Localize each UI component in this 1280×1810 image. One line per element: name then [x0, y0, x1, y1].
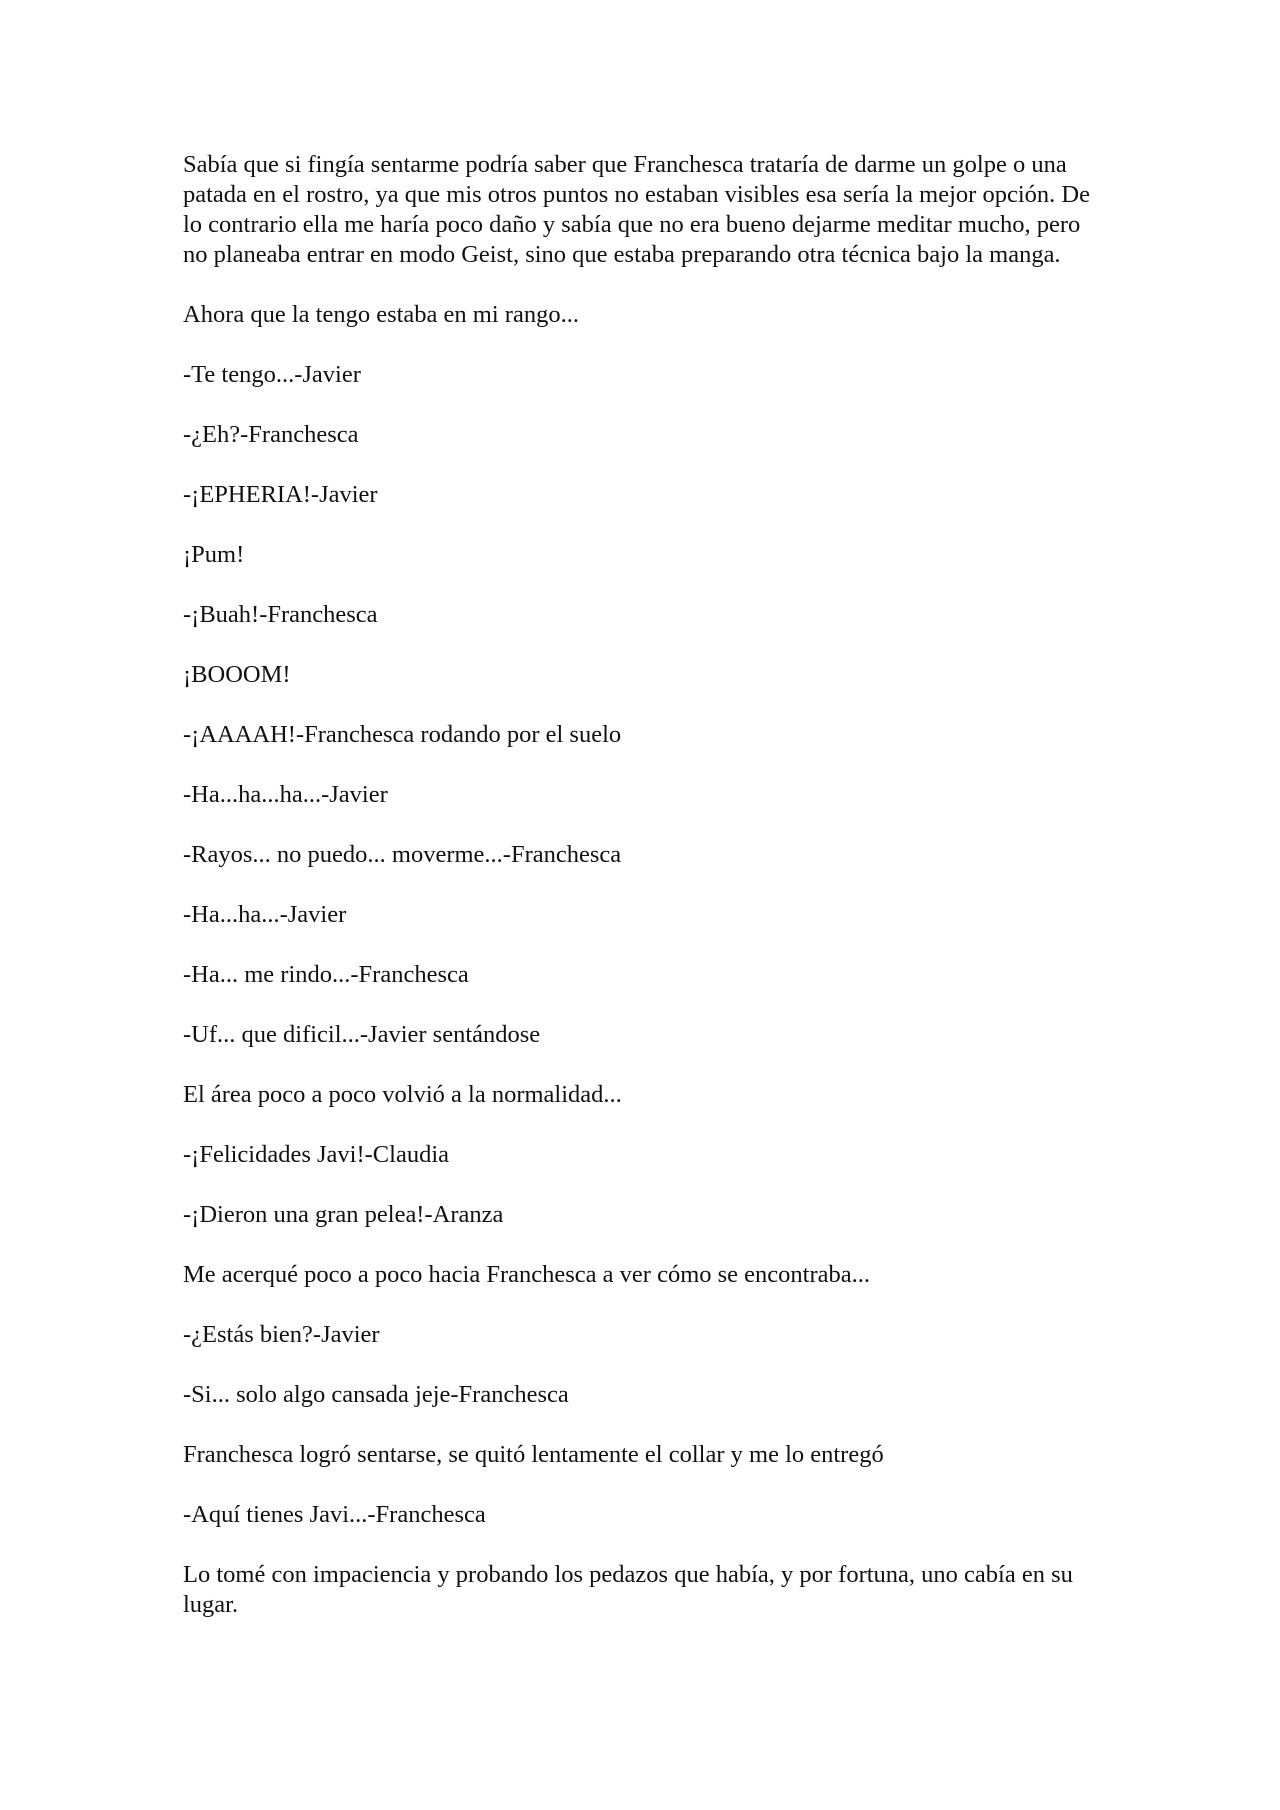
- paragraph-dialogue: -Si... solo algo cansada jeje-Franchesca: [183, 1381, 569, 1408]
- paragraph-sound-effect: ¡BOOOM!: [183, 661, 291, 688]
- paragraph-dialogue: -Ha...ha...ha...-Javier: [183, 781, 388, 808]
- paragraph-narration: Ahora que la tengo estaba en mi rango...: [183, 301, 579, 328]
- paragraph-dialogue: -¡Dieron una gran pelea!-Aranza: [183, 1201, 504, 1228]
- paragraph-narration: Me acerqué poco a poco hacia Franchesca a ver cómo se encontraba...: [183, 1261, 871, 1288]
- document-body: [183, 150, 1103, 1650]
- paragraph-dialogue: -¡AAAAH!-Franchesca rodando por el suelo: [183, 721, 622, 748]
- paragraph-narration: Franchesca logró sentarse, se quitó lentamente el collar y me lo entregó: [183, 1441, 884, 1468]
- paragraph-dialogue: -¡EPHERIA!-Javier: [183, 481, 378, 508]
- paragraph-dialogue: -Uf... que dificil...-Javier sentándose: [183, 1021, 541, 1048]
- paragraph-narration: El área poco a poco volvió a la normalidad...: [183, 1081, 622, 1108]
- paragraph-dialogue: -¿Eh?-Franchesca: [183, 421, 359, 448]
- paragraph-dialogue: -¡Felicidades Javi!-Claudia: [183, 1141, 450, 1168]
- paragraph-narration-opening: Sabía que si fingía sentarme podría saber que Franchesca trataría de darme un golpe o una patada en el rostro, ya que mis otros puntos no estaban visibles esa sería la mejor opción. De lo contrario ella me haría poco daño y sabía que no era bueno dejarme meditar mucho, pero no planeaba entrar en modo Geist, sino que estaba preparando otra técnica bajo la manga.: [183, 151, 1090, 268]
- paragraph-dialogue: -¡Buah!-Franchesca: [183, 601, 378, 628]
- paragraph-dialogue: -Ha...ha...-Javier: [183, 901, 347, 928]
- paragraph-narration-closing: Lo tomé con impaciencia y probando los pedazos que había, y por fortuna, uno cabía en su lugar.: [183, 1561, 1073, 1618]
- paragraph-dialogue: -Te tengo...-Javier: [183, 361, 361, 388]
- paragraph-dialogue: -Aquí tienes Javi...-Franchesca: [183, 1501, 486, 1528]
- paragraph-dialogue: -Rayos... no puedo... moverme...-Franchesca: [183, 841, 622, 868]
- paragraph-sound-effect: ¡Pum!: [183, 541, 245, 568]
- paragraph-dialogue: -¿Estás bien?-Javier: [183, 1321, 380, 1348]
- paragraph-dialogue: -Ha... me rindo...-Franchesca: [183, 961, 469, 988]
